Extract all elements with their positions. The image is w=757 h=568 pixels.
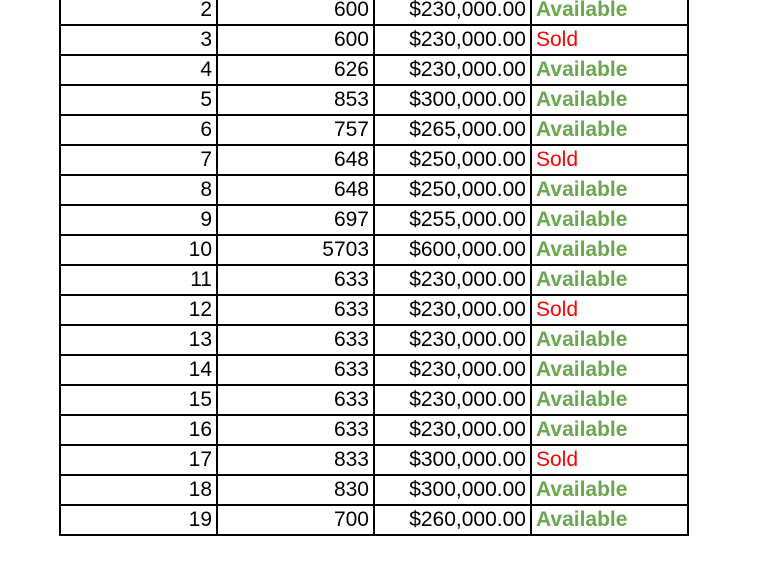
size-cell[interactable]: 5703 (217, 235, 374, 265)
lot-number-cell[interactable]: 10 (60, 235, 217, 265)
status-cell[interactable]: Sold (531, 25, 688, 55)
table-row (60, 205, 688, 235)
table-row (60, 0, 688, 25)
table-row (60, 115, 688, 145)
lot-number-cell[interactable]: 18 (60, 475, 217, 505)
price-cell[interactable]: $230,000.00 (374, 25, 531, 55)
price-cell[interactable]: $230,000.00 (374, 355, 531, 385)
size-cell[interactable]: 853 (217, 85, 374, 115)
size-cell[interactable]: 700 (217, 505, 374, 535)
price-cell[interactable]: $300,000.00 (374, 445, 531, 475)
lot-number-cell[interactable]: 13 (60, 325, 217, 355)
lot-number-cell[interactable]: 6 (60, 115, 217, 145)
table-row (60, 55, 688, 85)
price-cell[interactable]: $250,000.00 (374, 175, 531, 205)
table-row (60, 475, 688, 505)
lot-number-cell[interactable]: 7 (60, 145, 217, 175)
lot-number-cell[interactable]: 16 (60, 415, 217, 445)
status-cell[interactable]: Available (531, 55, 688, 85)
status-cell[interactable]: Available (531, 115, 688, 145)
status-cell[interactable]: Available (531, 385, 688, 415)
lot-number-cell[interactable]: 4 (60, 55, 217, 85)
status-cell[interactable]: Available (531, 235, 688, 265)
table-row (60, 385, 688, 415)
price-cell[interactable]: $230,000.00 (374, 415, 531, 445)
size-cell[interactable]: 600 (217, 25, 374, 55)
lot-number-cell[interactable]: 11 (60, 265, 217, 295)
status-cell[interactable]: Available (531, 175, 688, 205)
status-cell[interactable]: Available (531, 0, 688, 25)
lot-number-cell[interactable]: 12 (60, 295, 217, 325)
size-cell[interactable]: 633 (217, 265, 374, 295)
size-cell[interactable]: 648 (217, 175, 374, 205)
table-row (60, 445, 688, 475)
table-row (60, 145, 688, 175)
table-row (60, 85, 688, 115)
price-cell[interactable]: $300,000.00 (374, 85, 531, 115)
price-cell[interactable]: $250,000.00 (374, 145, 531, 175)
status-cell[interactable]: Available (531, 475, 688, 505)
table-body (60, 0, 688, 535)
lot-number-cell[interactable]: 19 (60, 505, 217, 535)
price-cell[interactable]: $265,000.00 (374, 115, 531, 145)
lot-number-cell[interactable]: 9 (60, 205, 217, 235)
status-cell[interactable]: Available (531, 325, 688, 355)
price-cell[interactable]: $230,000.00 (374, 0, 531, 25)
lot-number-cell[interactable]: 3 (60, 25, 217, 55)
table-row (60, 175, 688, 205)
price-cell[interactable]: $230,000.00 (374, 55, 531, 85)
lot-number-cell[interactable]: 5 (60, 85, 217, 115)
spreadsheet-table (59, 0, 689, 536)
table-row (60, 415, 688, 445)
table-row (60, 295, 688, 325)
size-cell[interactable]: 633 (217, 415, 374, 445)
size-cell[interactable]: 633 (217, 295, 374, 325)
size-cell[interactable]: 633 (217, 385, 374, 415)
table-row (60, 235, 688, 265)
price-cell[interactable]: $230,000.00 (374, 325, 531, 355)
lot-number-cell[interactable]: 14 (60, 355, 217, 385)
price-cell[interactable]: $230,000.00 (374, 295, 531, 325)
table-row (60, 265, 688, 295)
status-cell[interactable]: Available (531, 505, 688, 535)
status-cell[interactable]: Available (531, 85, 688, 115)
size-cell[interactable]: 648 (217, 145, 374, 175)
status-cell[interactable]: Available (531, 205, 688, 235)
size-cell[interactable]: 600 (217, 0, 374, 25)
size-cell[interactable]: 833 (217, 445, 374, 475)
size-cell[interactable]: 830 (217, 475, 374, 505)
table-row (60, 325, 688, 355)
lot-number-cell[interactable]: 2 (60, 0, 217, 25)
table-row (60, 25, 688, 55)
price-cell[interactable]: $600,000.00 (374, 235, 531, 265)
size-cell[interactable]: 757 (217, 115, 374, 145)
size-cell[interactable]: 633 (217, 325, 374, 355)
size-cell[interactable]: 626 (217, 55, 374, 85)
status-cell[interactable]: Sold (531, 295, 688, 325)
lot-number-cell[interactable]: 17 (60, 445, 217, 475)
price-cell[interactable]: $260,000.00 (374, 505, 531, 535)
price-cell[interactable]: $230,000.00 (374, 385, 531, 415)
table-row (60, 505, 688, 535)
price-cell[interactable]: $300,000.00 (374, 475, 531, 505)
status-cell[interactable]: Sold (531, 145, 688, 175)
table-row (60, 355, 688, 385)
price-cell[interactable]: $255,000.00 (374, 205, 531, 235)
size-cell[interactable]: 697 (217, 205, 374, 235)
lot-number-cell[interactable]: 8 (60, 175, 217, 205)
size-cell[interactable]: 633 (217, 355, 374, 385)
status-cell[interactable]: Available (531, 415, 688, 445)
status-cell[interactable]: Sold (531, 445, 688, 475)
status-cell[interactable]: Available (531, 355, 688, 385)
lot-number-cell[interactable]: 15 (60, 385, 217, 415)
status-cell[interactable]: Available (531, 265, 688, 295)
price-cell[interactable]: $230,000.00 (374, 265, 531, 295)
